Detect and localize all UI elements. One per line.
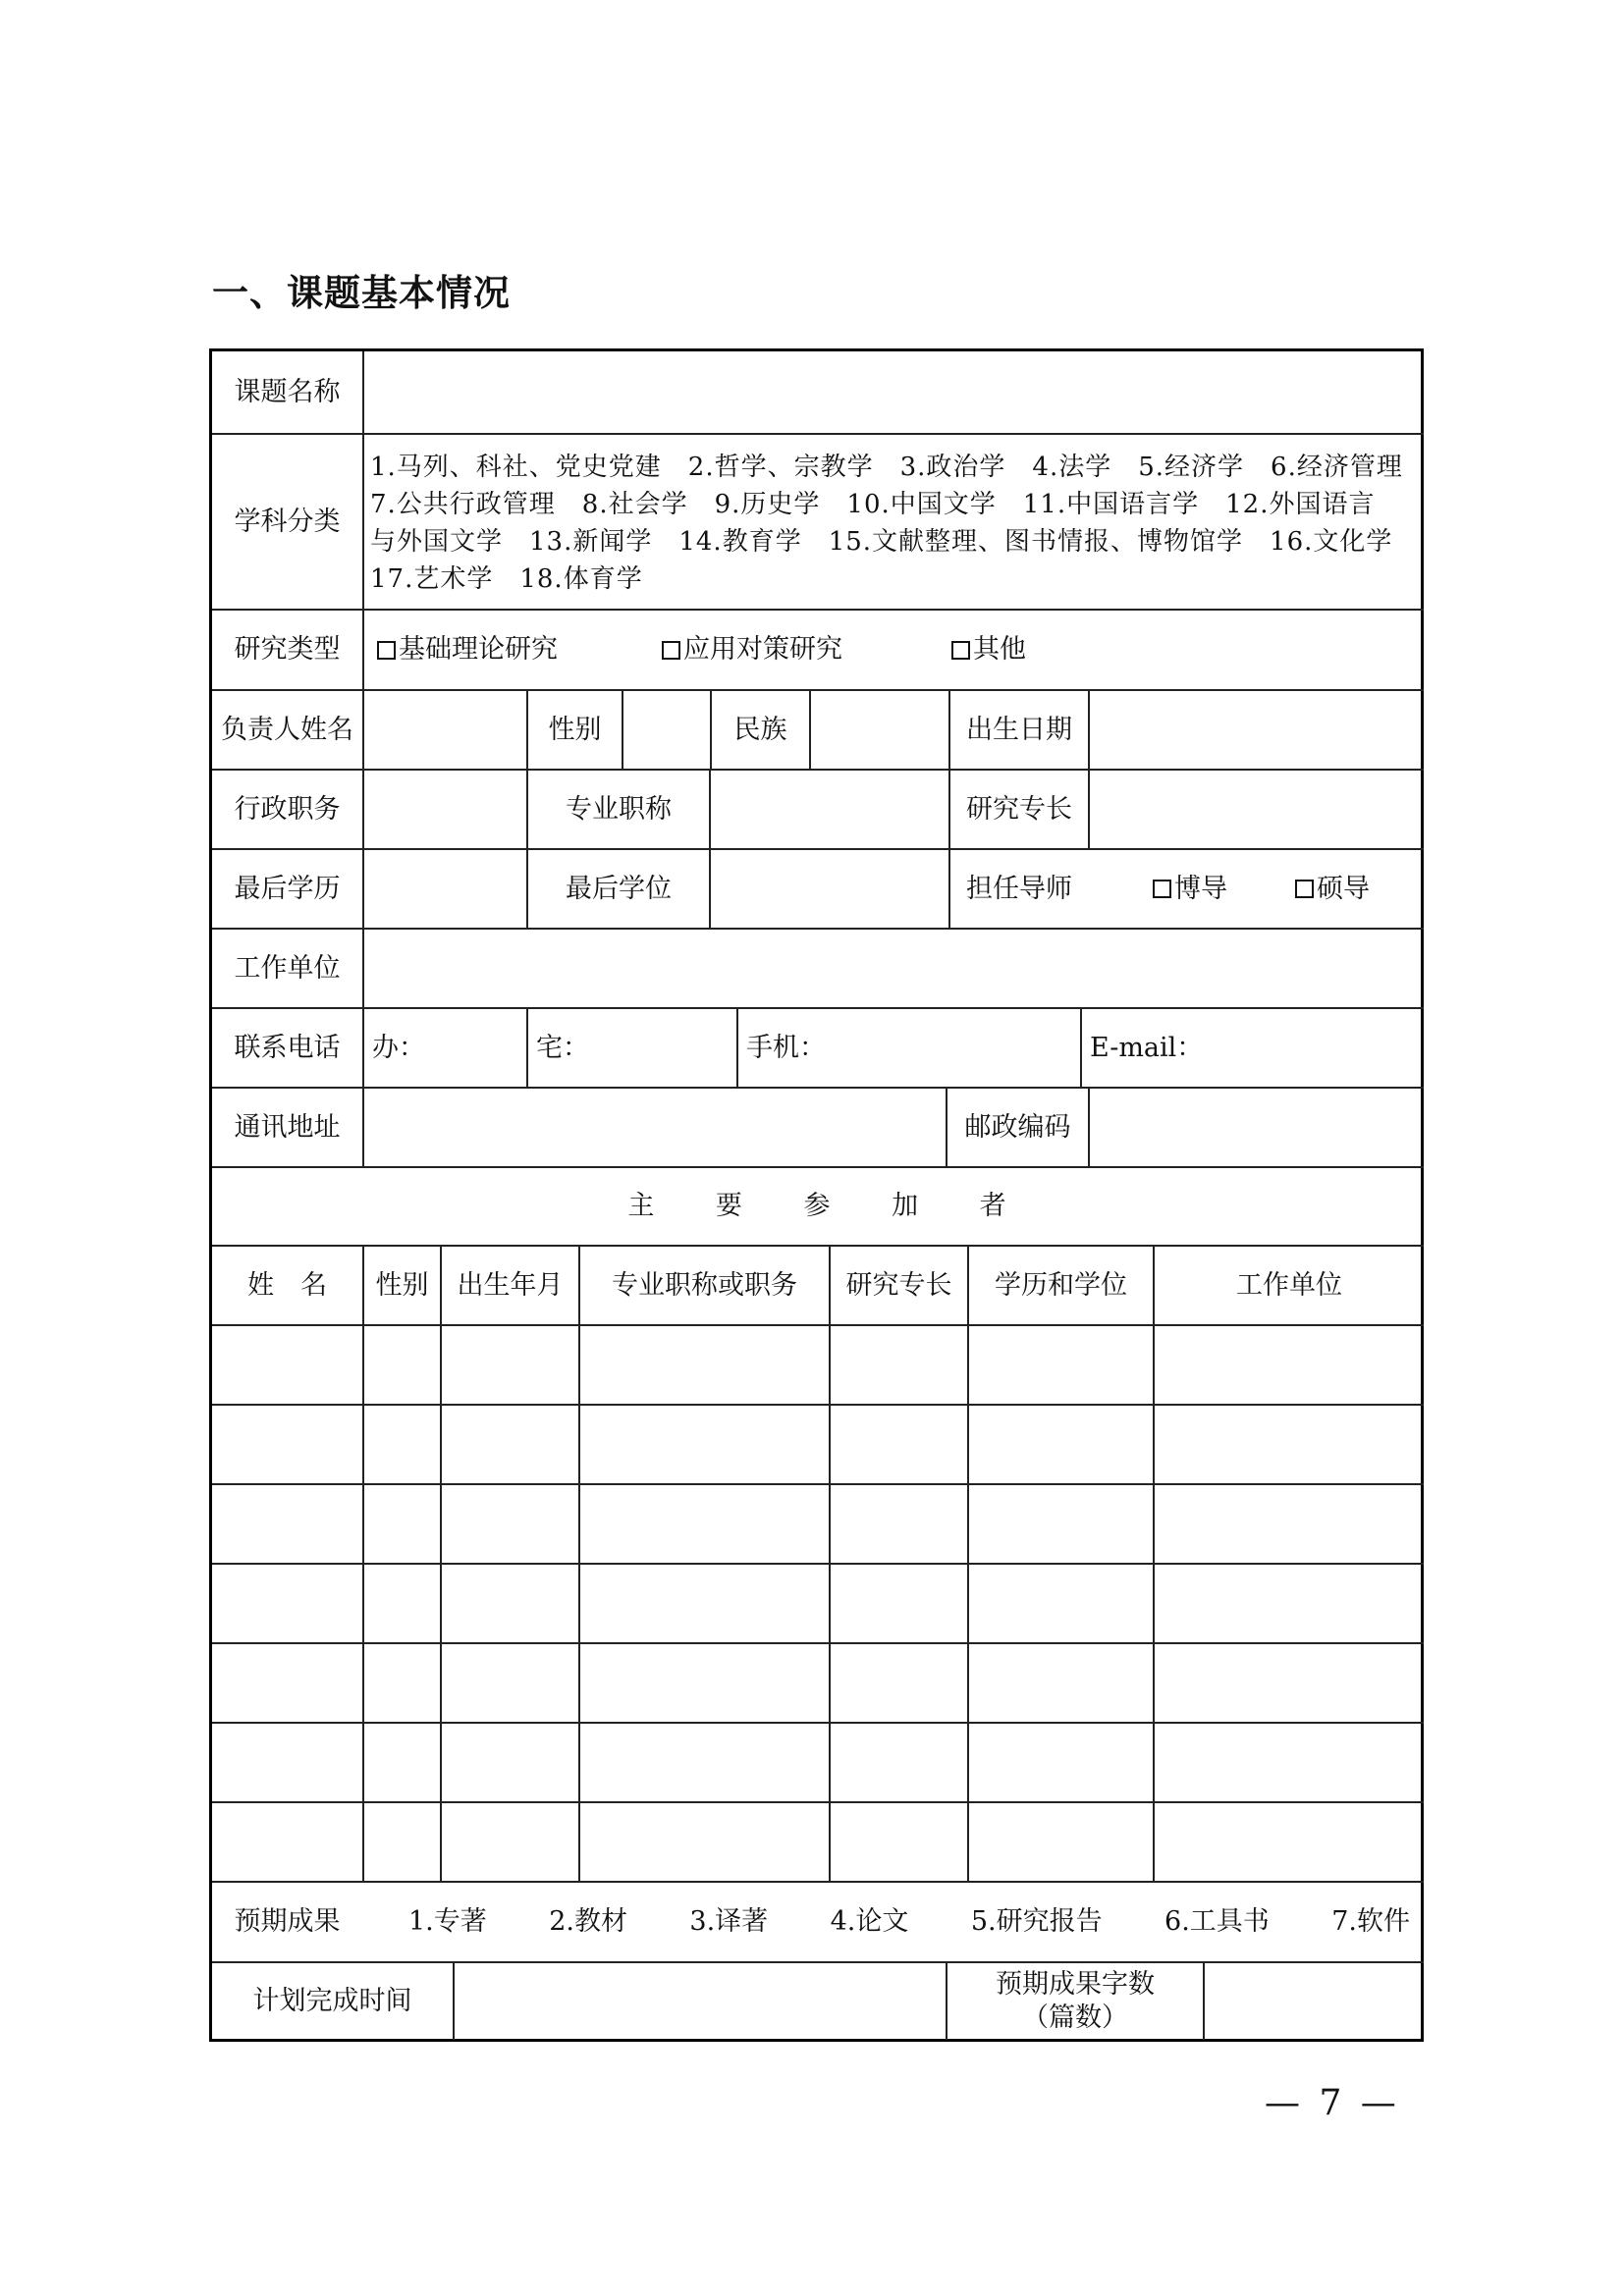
- table-row: [212, 1563, 1424, 1565]
- outcome-item[interactable]: 4.论文: [830, 1906, 909, 1938]
- label-research-specialty: 研究专长: [966, 793, 1072, 825]
- label-phone: 联系电话: [234, 1032, 341, 1063]
- expected-words-field[interactable]: [1205, 1963, 1424, 2040]
- postcode-field[interactable]: [1090, 1089, 1424, 1166]
- phone-home-field[interactable]: 宅：: [536, 1032, 589, 1063]
- col-education: 学历和学位: [995, 1269, 1127, 1301]
- checkbox[interactable]: [951, 641, 970, 660]
- label-subject: 学科分类: [234, 506, 341, 537]
- expected-words-line2: （篇数）: [1022, 2002, 1128, 2033]
- email-field[interactable]: E-mail：: [1090, 1032, 1204, 1063]
- label-postcode: 邮政编码: [964, 1111, 1071, 1143]
- checkbox[interactable]: [1153, 880, 1171, 898]
- subject-line: 17.艺术学 18.体育学: [370, 564, 643, 594]
- last-education-field[interactable]: [364, 850, 526, 928]
- phone-mobile-field[interactable]: 手机：: [746, 1032, 826, 1063]
- label-address: 通讯地址: [234, 1111, 341, 1143]
- label-admin-post: 行政职务: [234, 793, 341, 825]
- label-ethnicity: 民族: [733, 714, 787, 745]
- admin-post-field[interactable]: [364, 771, 526, 848]
- label-research-type: 研究类型: [234, 634, 341, 666]
- gender-field[interactable]: [623, 691, 710, 769]
- label-supervisor: 担任导师: [966, 873, 1072, 904]
- table-row: [212, 1404, 1424, 1406]
- label-gender: 性别: [548, 714, 602, 745]
- label-work-unit: 工作单位: [234, 952, 341, 984]
- leader-name-field[interactable]: [364, 691, 526, 769]
- supervisor-phd[interactable]: 博导: [1145, 850, 1282, 928]
- col-work-unit: 工作单位: [1236, 1269, 1342, 1301]
- participants-heading: 主 要 参 加 者: [627, 1191, 1008, 1222]
- label-project-name: 课题名称: [234, 376, 341, 407]
- phone-office-field[interactable]: 办：: [372, 1032, 425, 1063]
- research-specialty-field[interactable]: [1090, 771, 1424, 848]
- expected-words-line1: 预期成果字数: [996, 1969, 1155, 2001]
- outcome-item[interactable]: 5.研究报告: [970, 1906, 1103, 1938]
- label-last-education: 最后学历: [234, 873, 341, 904]
- label-expected-words: [947, 1963, 1203, 2040]
- section-title: 一、课题基本情况: [212, 272, 511, 314]
- checkbox[interactable]: [377, 641, 396, 660]
- outcome-item[interactable]: 7.软件: [1331, 1906, 1410, 1938]
- pro-title-field[interactable]: [711, 771, 948, 848]
- checkbox[interactable]: [1295, 880, 1314, 898]
- table-row: [212, 1722, 1424, 1724]
- label-planned-time: 计划完成时间: [252, 1986, 412, 2017]
- col-title: 专业职称或职务: [612, 1269, 797, 1301]
- subject-options: [362, 435, 1424, 609]
- page-number: — 7 —: [1265, 2083, 1400, 2123]
- birth-date-field[interactable]: [1090, 691, 1424, 769]
- outcome-item[interactable]: 1.专著: [408, 1906, 487, 1938]
- col-gender: 性别: [375, 1269, 429, 1301]
- label-pro-title: 专业职称: [566, 793, 672, 825]
- work-unit-field[interactable]: [364, 930, 1424, 1007]
- address-field[interactable]: [364, 1089, 946, 1166]
- checkbox[interactable]: [662, 641, 680, 660]
- label-leader-name: 负责人姓名: [221, 714, 353, 745]
- ethnicity-field[interactable]: [811, 691, 948, 769]
- research-type-basic[interactable]: 基础理论研究: [369, 611, 634, 689]
- label-expected-results: 预期成果: [234, 1906, 341, 1938]
- outcome-item[interactable]: 6.工具书: [1164, 1906, 1270, 1938]
- col-name: 姓 名: [247, 1269, 327, 1301]
- col-specialty: 研究专长: [845, 1269, 952, 1301]
- research-type-applied[interactable]: 应用对策研究: [654, 611, 919, 689]
- col-birth: 出生年月: [457, 1269, 564, 1301]
- outcome-item[interactable]: 3.译著: [689, 1906, 769, 1938]
- project-name-field[interactable]: [362, 351, 1424, 433]
- outcome-item[interactable]: 2.教材: [549, 1906, 627, 1938]
- planned-time-field[interactable]: [455, 1963, 946, 2040]
- label-last-degree: 最后学位: [566, 873, 672, 904]
- table-row: [212, 1801, 1424, 1803]
- supervisor-master[interactable]: 硕导: [1287, 850, 1424, 928]
- label-birth-date: 出生日期: [966, 714, 1072, 745]
- research-type-other[interactable]: 其他: [944, 611, 1140, 689]
- project-info-table: [209, 348, 1424, 2042]
- subject-line: 与外国文学 13.新闻学 14.教育学 15.文献整理、图书情报、博物馆学 16.文化学: [370, 527, 1393, 557]
- subject-line: 1.马列、科社、党史党建 2.哲学、宗教学 3.政治学 4.法学 5.经济学 6.经济管理: [370, 453, 1403, 482]
- subject-line: 7.公共行政管理 8.社会学 9.历史学 10.中国文学 11.中国语言学 12.外国语言: [370, 490, 1376, 519]
- outcome-options: [408, 1883, 1410, 1961]
- last-degree-field[interactable]: [711, 850, 948, 928]
- table-row: [212, 1483, 1424, 1485]
- table-row: [212, 1642, 1424, 1644]
